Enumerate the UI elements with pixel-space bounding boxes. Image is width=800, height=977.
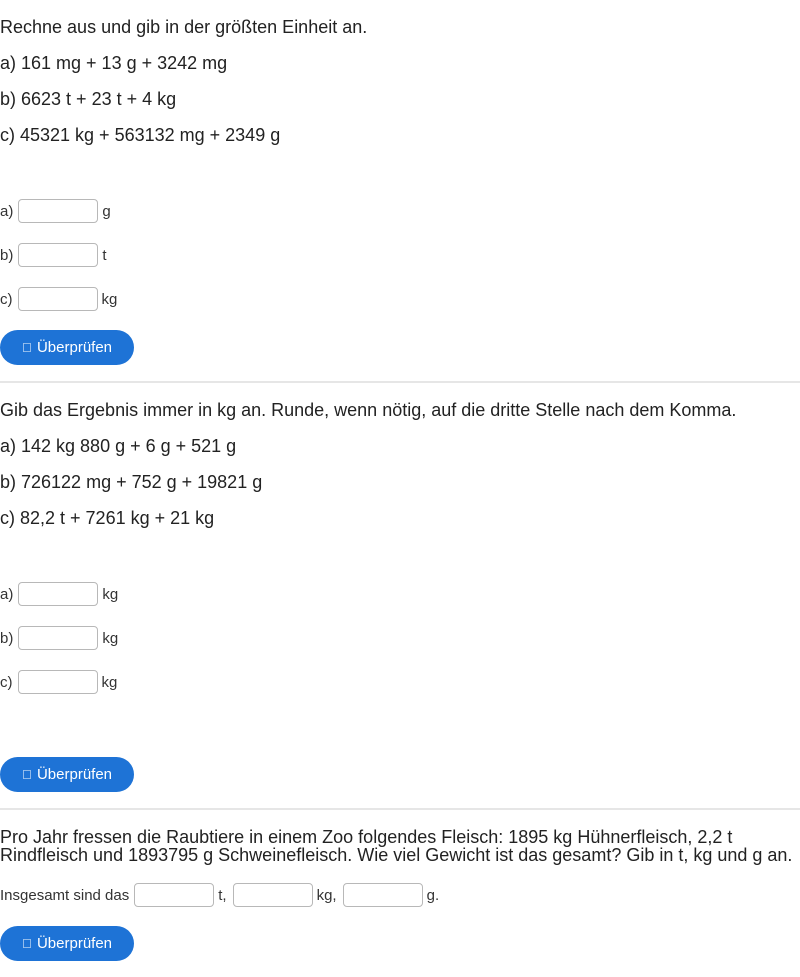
answer-unit-kg: kg, xyxy=(316,886,337,904)
exercise-2-instruction: Gib das Ergebnis immer in kg an. Runde, wenn nötig, auf die dritte Stelle nach dem Komma. xyxy=(0,400,737,420)
answer-label: b) xyxy=(0,629,14,647)
exercise-1-answer-input-a[interactable] xyxy=(18,199,98,223)
answer-label: b) xyxy=(0,246,14,264)
answer-unit: t xyxy=(102,246,107,264)
answer-unit: kg xyxy=(101,673,118,691)
exercise-1-task-b: b) 6623 t + 23 t + 4 kg xyxy=(0,89,177,109)
answer-unit-t: t, xyxy=(218,886,227,904)
check-circle-icon xyxy=(22,340,28,355)
exercise-1-instruction: Rechne aus und gib in der größten Einheit an. xyxy=(0,17,368,37)
exercise-1-answer-input-c[interactable] xyxy=(18,287,98,311)
exercise-2-answer-row-a xyxy=(0,581,118,607)
exercise-3-answer-input-t[interactable] xyxy=(134,883,214,907)
exercise-3-answer-input-kg[interactable] xyxy=(233,883,313,907)
exercise-1-task-a: a) 161 mg + 13 g + 3242 mg xyxy=(0,53,228,73)
answer-prefix: Insgesamt sind das xyxy=(0,886,130,904)
check-button-label: Überprüfen xyxy=(36,766,113,783)
exercise-1-check-button[interactable] xyxy=(0,330,134,365)
answer-label: a) xyxy=(0,202,14,220)
check-button-label: Überprüfen xyxy=(36,935,113,952)
answer-unit: kg xyxy=(102,585,119,603)
exercise-2-answer-input-a[interactable] xyxy=(18,582,98,606)
answer-unit: kg xyxy=(101,290,118,308)
answer-unit: kg xyxy=(102,629,119,647)
answer-label: a) xyxy=(0,585,14,603)
exercise-3-answer-input-g[interactable] xyxy=(343,883,423,907)
exercise-2-task-a: a) 142 kg 880 g + 6 g + 521 g xyxy=(0,436,237,456)
exercise-2-answer-row-b xyxy=(0,625,118,651)
exercise-2-task-b: b) 726122 mg + 752 g + 19821 g xyxy=(0,472,263,492)
exercise-1-answer-row-c xyxy=(0,286,117,312)
exercise-2-check-button[interactable] xyxy=(0,757,134,792)
section-divider-1 xyxy=(0,381,800,383)
exercise-1-task-c: c) 45321 kg + 563132 mg + 2349 g xyxy=(0,125,281,145)
exercise-3-instruction: Pro Jahr fressen die Raubtiere in einem Zoo folgendes Fleisch: 1895 kg Hühnerfleisch, 2,2 t Rindfleisch und 1893795 g Schweinefleisch. Wie viel Gewicht ist das gesamt? Gib in t, kg und g an. xyxy=(0,827,793,865)
check-circle-icon xyxy=(22,936,28,951)
exercise-1-answer-input-b[interactable] xyxy=(18,243,98,267)
exercise-2-answer-row-c xyxy=(0,669,117,695)
check-circle-icon xyxy=(22,767,28,782)
exercise-3-answer-row xyxy=(0,882,439,908)
answer-unit: g xyxy=(102,202,111,220)
check-button-label: Überprüfen xyxy=(36,339,113,356)
exercise-1-answer-row-b xyxy=(0,242,107,268)
section-divider-2 xyxy=(0,808,800,810)
exercise-2-answer-input-c[interactable] xyxy=(18,670,98,694)
exercise-2-task-c: c) 82,2 t + 7261 kg + 21 kg xyxy=(0,508,215,528)
answer-label: c) xyxy=(0,673,13,691)
exercise-3-check-button[interactable] xyxy=(0,926,134,961)
answer-label: c) xyxy=(0,290,13,308)
exercise-2-answer-input-b[interactable] xyxy=(18,626,98,650)
answer-unit-g: g. xyxy=(426,886,440,904)
exercise-1-answer-row-a xyxy=(0,198,111,224)
